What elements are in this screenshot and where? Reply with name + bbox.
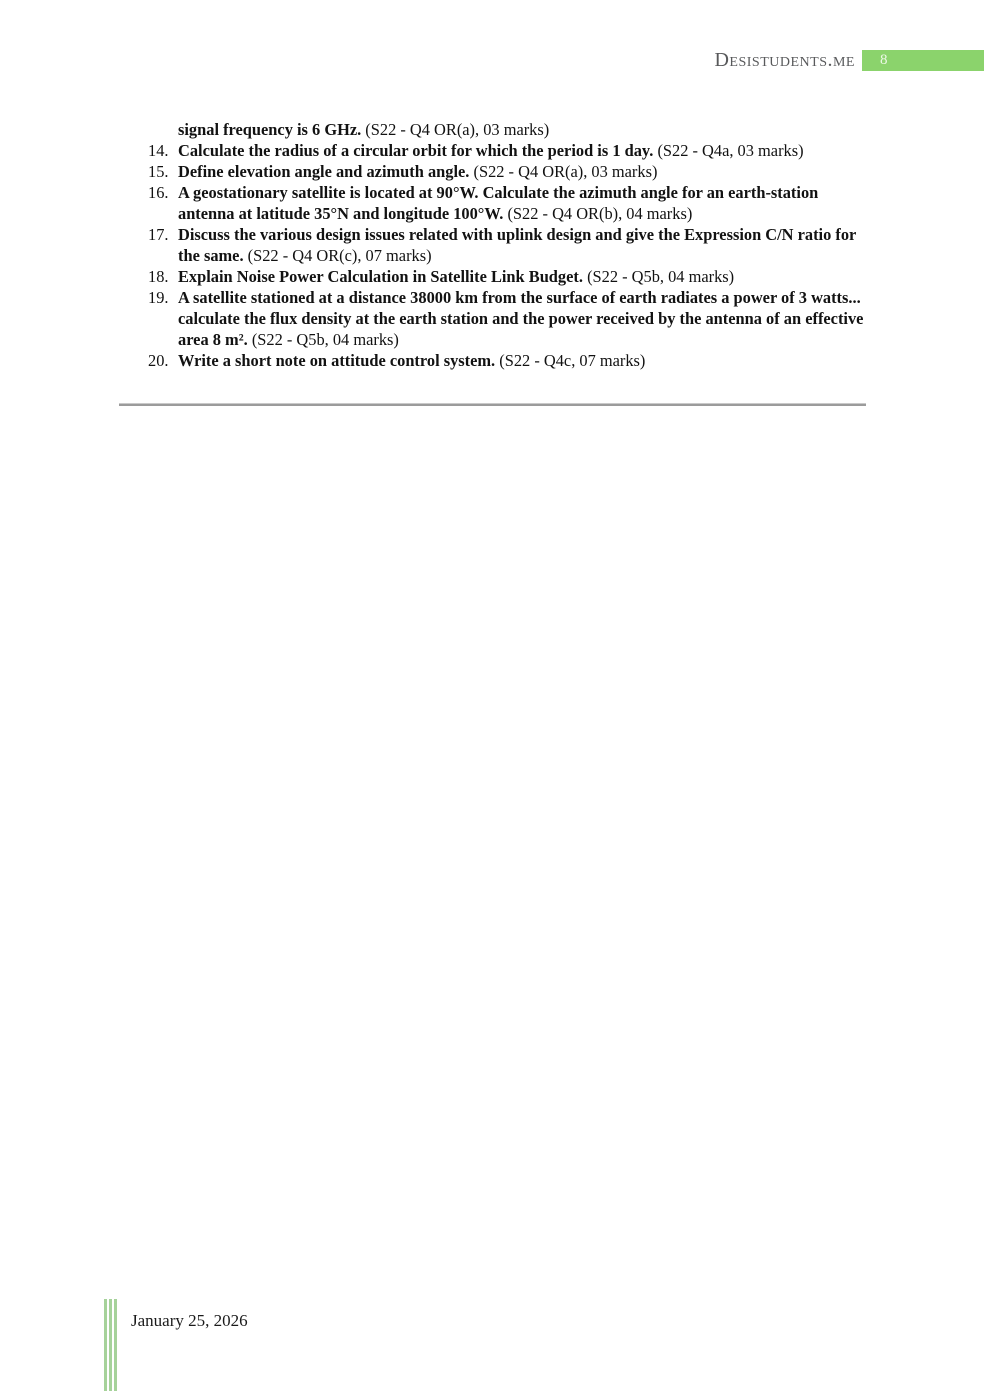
question-ref: (S22 - Q5b, 04 marks) <box>587 267 735 286</box>
question-number: 20. <box>148 351 169 370</box>
question-ref: (S22 - Q4 OR(a), 03 marks) <box>473 162 658 181</box>
question-text-bold: Explain Noise Power Calculation in Satellite Link Budget. <box>178 267 583 286</box>
question-item <box>148 266 868 287</box>
question-text <box>178 266 868 287</box>
question-item <box>148 182 868 224</box>
question-number: 15. <box>148 162 169 181</box>
question-number: 19. <box>148 288 169 307</box>
question-text <box>178 119 868 140</box>
question-text <box>178 161 868 182</box>
accent-bar <box>109 1299 112 1391</box>
page-header <box>714 49 984 72</box>
question-list <box>148 119 868 371</box>
question-item <box>148 161 868 182</box>
question-ref: (S22 - Q4 OR(b), 04 marks) <box>507 204 693 223</box>
question-number: 16. <box>148 183 169 202</box>
question-text-bold: Calculate the radius of a circular orbit for which the period is 1 day. <box>178 141 654 160</box>
question-text <box>178 350 868 371</box>
question-text <box>178 182 868 224</box>
site-name: Desistudents.me <box>714 49 855 71</box>
section-divider <box>119 403 866 406</box>
question-ref: (S22 - Q4 OR(a), 03 marks) <box>365 120 550 139</box>
question-number: 17. <box>148 225 169 244</box>
question-ref: (S22 - Q4a, 03 marks) <box>657 141 804 160</box>
question-number: 18. <box>148 267 169 286</box>
accent-bar <box>114 1299 117 1391</box>
question-item <box>148 287 868 350</box>
question-text-bold: Define elevation angle and azimuth angle. <box>178 162 470 181</box>
question-text <box>178 287 868 350</box>
footer-accent-bars <box>104 1299 117 1391</box>
page-number-badge <box>862 50 984 71</box>
question-continuation <box>148 119 868 140</box>
question-text <box>178 140 868 161</box>
question-item <box>148 224 868 266</box>
footer-date: January 25, 2026 <box>131 1311 248 1330</box>
question-ref: (S22 - Q5b, 04 marks) <box>251 330 399 349</box>
page-number: 8 <box>880 52 888 68</box>
question-number: 14. <box>148 141 169 160</box>
question-text-bold: signal frequency is 6 GHz. <box>178 120 362 139</box>
question-ref: (S22 - Q4c, 07 marks) <box>499 351 646 370</box>
question-item <box>148 140 868 161</box>
question-text <box>178 224 868 266</box>
question-text-bold: A satellite stationed at a distance 38000 km from the surface of earth radiates a power of 3 watts... calculate the flux density at the earth station and the power received by the antenna of an effective area 8 m². <box>178 288 864 349</box>
question-text-bold: Discuss the various design issues related with uplink design and give the Expression C/N ratio for the same. <box>178 225 857 265</box>
question-text-bold: A geostationary satellite is located at 90°W. Calculate the azimuth angle for an earth-station antenna at latitude 35°N and longitude 100°W. <box>178 183 819 223</box>
question-ref: (S22 - Q4 OR(c), 07 marks) <box>247 246 432 265</box>
accent-bar <box>104 1299 107 1391</box>
question-number <box>148 119 178 140</box>
question-text-bold: Write a short note on attitude control system. <box>178 351 496 370</box>
question-item <box>148 350 868 371</box>
